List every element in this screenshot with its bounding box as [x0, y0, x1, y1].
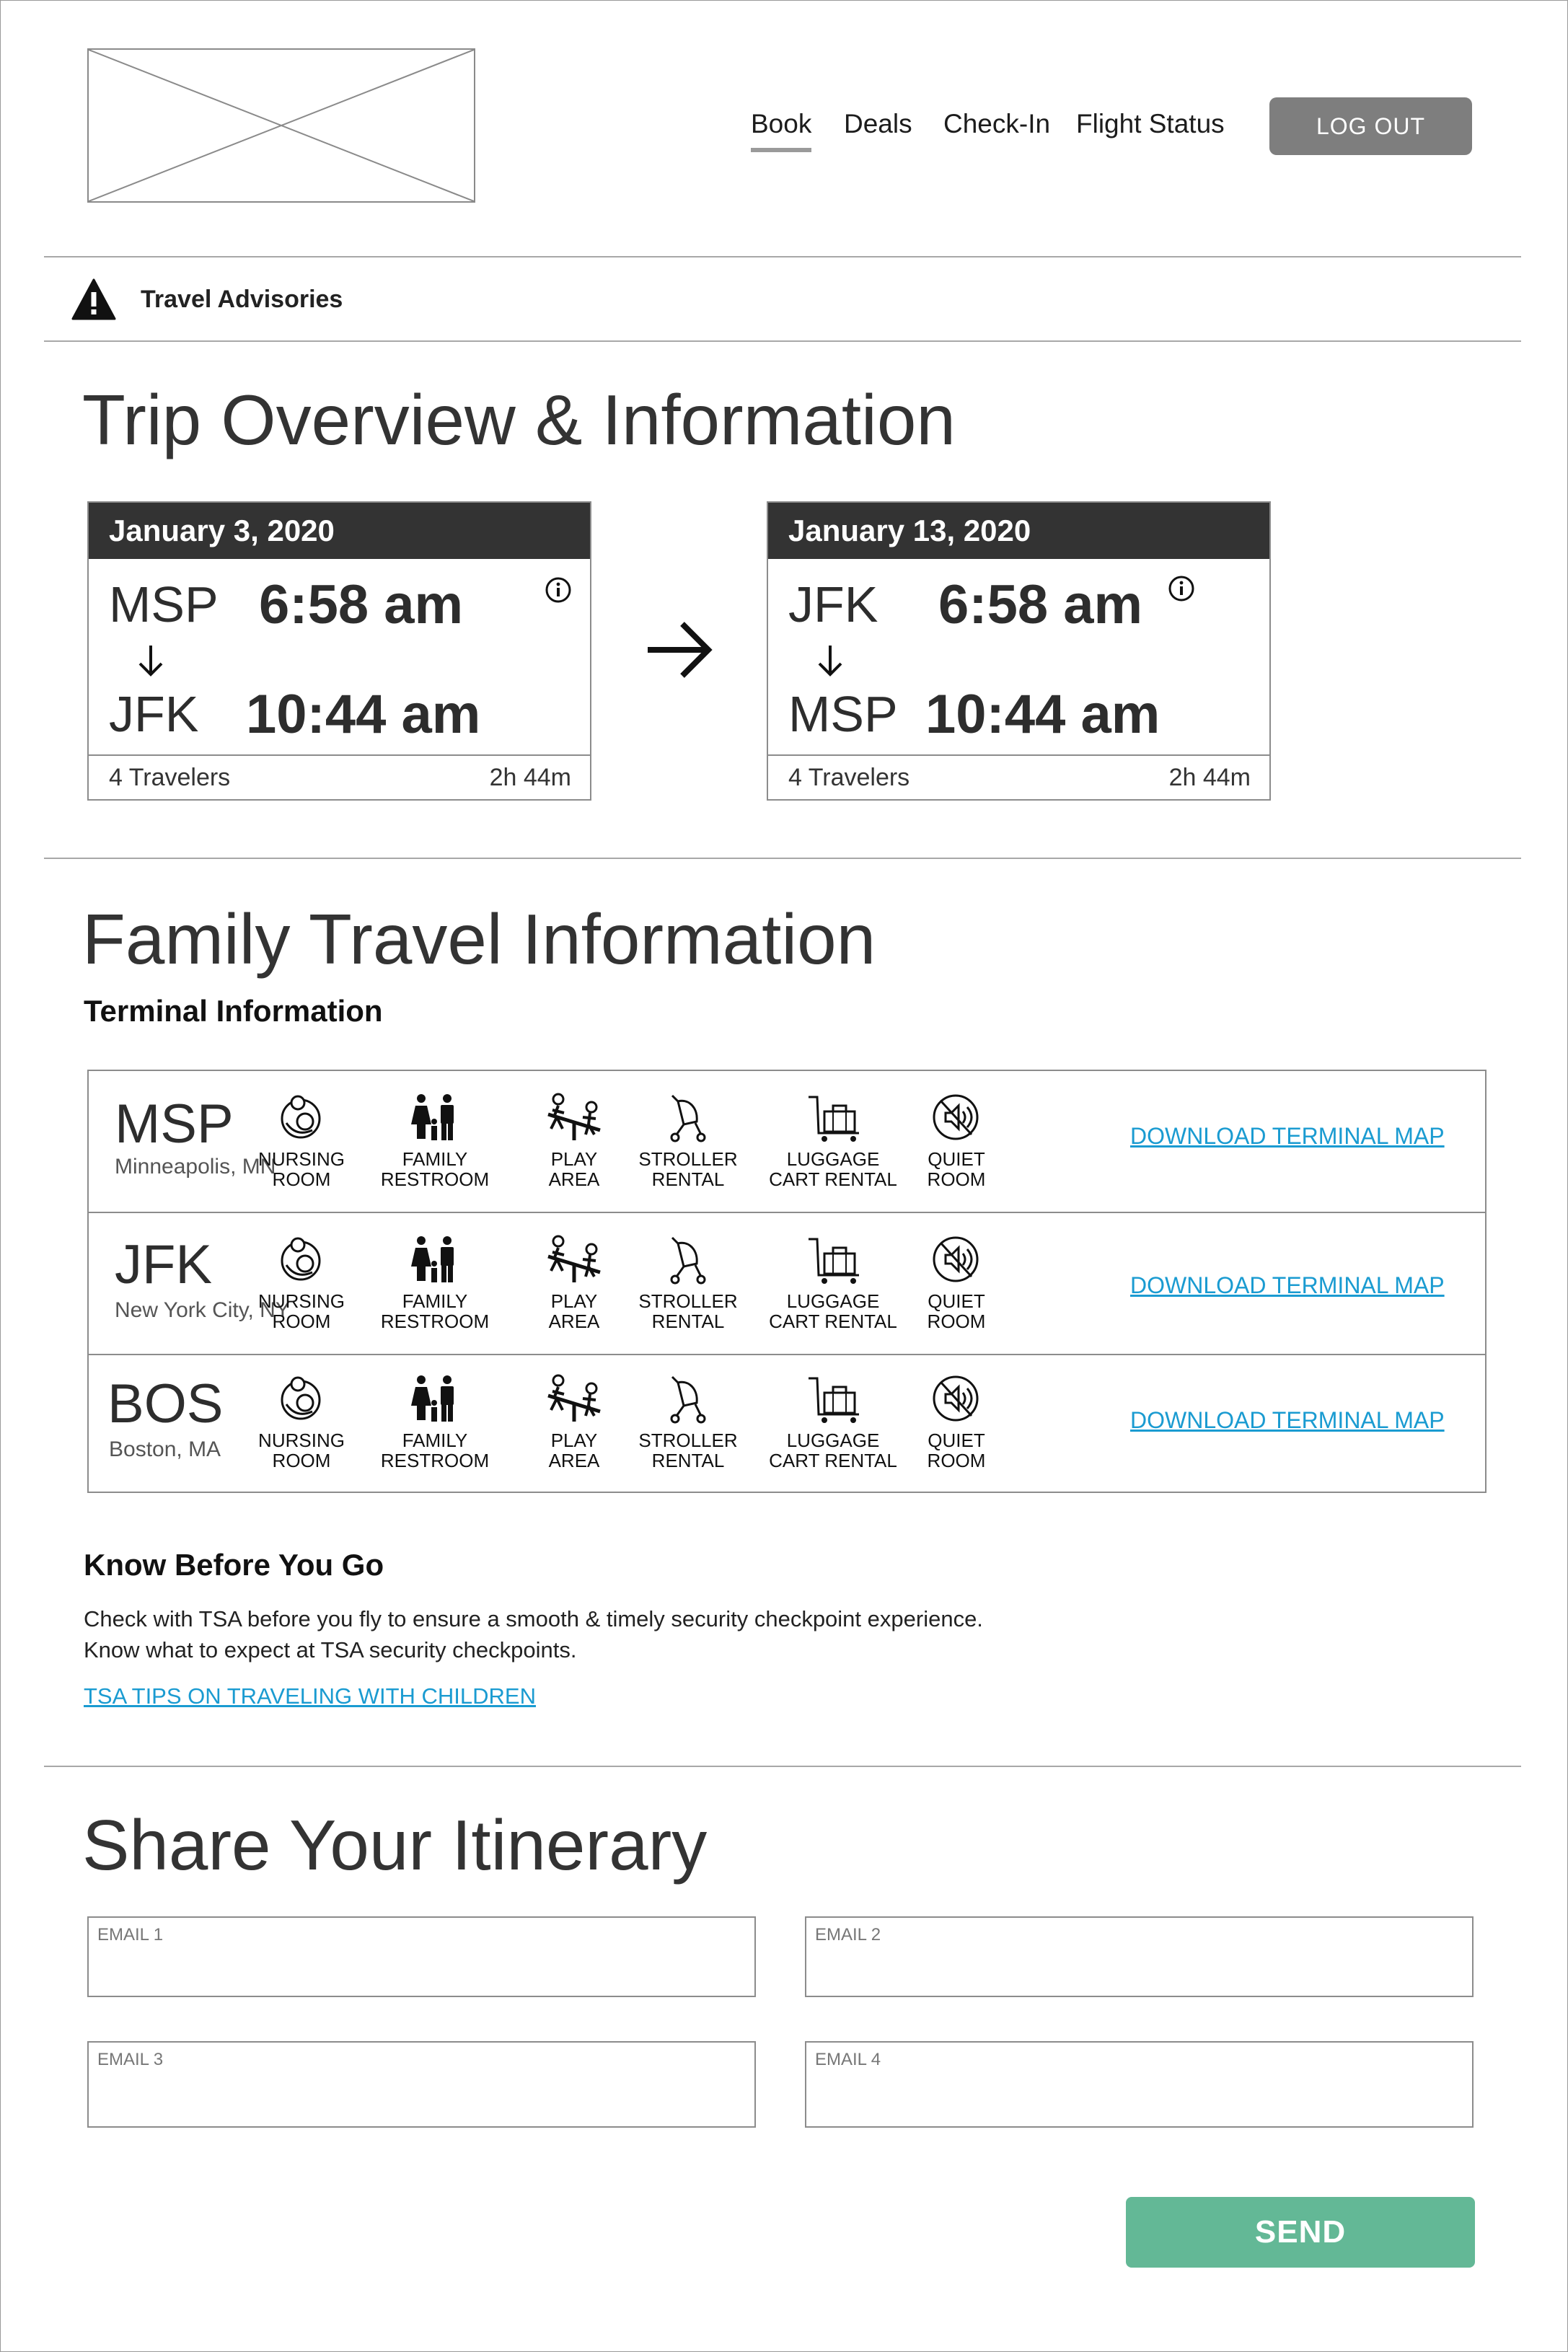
arrow-down-icon	[816, 644, 845, 677]
amenity-label: QUIET ROOM	[927, 1148, 986, 1191]
play-area-icon	[544, 1093, 604, 1145]
airport-city: New York City, NY	[115, 1298, 290, 1322]
amenity-luggage-cart	[768, 1374, 898, 1471]
nav-item-check-in[interactable]	[943, 110, 1050, 137]
nav-item-label: Check-In	[943, 109, 1051, 138]
logout-button[interactable]: LOG OUT	[1269, 97, 1472, 155]
nursing-icon	[276, 1374, 327, 1426]
divider	[44, 340, 1521, 342]
stroller-icon	[662, 1374, 714, 1426]
email-field-label: EMAIL 1	[97, 1925, 164, 1944]
airport-city: Minneapolis, MN	[115, 1155, 276, 1179]
flight-duration: 2h 44m	[1168, 763, 1251, 791]
download-terminal-map-link[interactable]: DOWNLOAD TERMINAL MAP	[1130, 1123, 1445, 1149]
amenity-nursing	[237, 1235, 366, 1331]
email-4-field[interactable]	[805, 2041, 1474, 2128]
amenity-stroller	[623, 1093, 753, 1189]
email-1-field[interactable]	[87, 1916, 756, 1997]
amenity-label: LUGGAGE CART RENTAL	[769, 1148, 897, 1191]
flight-date: January 3, 2020	[89, 503, 590, 559]
download-terminal-map-link[interactable]: DOWNLOAD TERMINAL MAP	[1130, 1407, 1445, 1433]
amenity-quiet-room	[891, 1093, 1021, 1189]
destination-code: MSP	[788, 686, 898, 742]
flight-card-outbound[interactable]	[87, 501, 591, 801]
family-travel-title: Family Travel Information	[82, 899, 876, 979]
amenity-play-area	[509, 1093, 639, 1189]
flight-date: January 13, 2020	[768, 503, 1269, 559]
flight-card-return[interactable]	[767, 501, 1271, 801]
stroller-icon	[662, 1235, 714, 1287]
amenity-label: PLAY AREA	[548, 1430, 600, 1472]
luggage-cart-icon	[804, 1374, 862, 1426]
luggage-cart-icon	[804, 1235, 862, 1287]
origin-code: MSP	[109, 576, 219, 633]
nav-item-deals[interactable]	[844, 110, 912, 137]
airport-code: MSP	[115, 1093, 234, 1155]
email-field-label: EMAIL 3	[97, 2050, 164, 2069]
nursing-icon	[276, 1235, 327, 1287]
amenity-play-area	[509, 1235, 639, 1331]
trip-overview-title: Trip Overview & Information	[82, 380, 956, 459]
nav-item-label: Book	[751, 109, 812, 138]
amenity-label: PLAY AREA	[548, 1148, 600, 1191]
flight-card-footer	[768, 754, 1269, 799]
know-before-text-line: Know what to expect at TSA security checkpoints.	[84, 1637, 577, 1662]
destination-code: JFK	[109, 686, 199, 742]
amenity-label: FAMILY RESTROOM	[380, 1430, 490, 1472]
amenity-label: NURSING ROOM	[258, 1290, 345, 1333]
amenity-luggage-cart	[768, 1093, 898, 1189]
arrive-time: 10:44 am	[925, 684, 1160, 745]
amenity-label: LUGGAGE CART RENTAL	[769, 1290, 897, 1333]
share-itinerary-title: Share Your Itinerary	[82, 1805, 708, 1885]
divider	[44, 256, 1521, 257]
play-area-icon	[544, 1374, 604, 1426]
play-area-icon	[544, 1235, 604, 1287]
origin-code: JFK	[788, 576, 878, 633]
download-terminal-map-link[interactable]: DOWNLOAD TERMINAL MAP	[1130, 1272, 1445, 1298]
arrow-down-icon	[136, 644, 165, 677]
email-1-input[interactable]	[97, 1951, 746, 1988]
amenity-nursing	[237, 1374, 366, 1471]
flight-duration: 2h 44m	[489, 763, 571, 791]
amenity-label: PLAY AREA	[548, 1290, 600, 1333]
amenity-label: NURSING ROOM	[258, 1148, 345, 1191]
terminal-info-heading: Terminal Information	[84, 994, 383, 1028]
divider	[44, 858, 1521, 859]
amenity-label: QUIET ROOM	[927, 1290, 986, 1333]
amenity-nursing	[237, 1093, 366, 1189]
stroller-icon	[662, 1093, 714, 1145]
amenity-label: NURSING ROOM	[258, 1430, 345, 1472]
depart-time: 6:58 am	[259, 574, 464, 635]
depart-time: 6:58 am	[938, 574, 1143, 635]
amenity-label: STROLLER RENTAL	[638, 1430, 738, 1472]
nav-item-label: Flight Status	[1076, 109, 1225, 138]
email-field-label: EMAIL 4	[815, 2050, 881, 2069]
warning-icon	[71, 278, 116, 320]
travel-advisories-link[interactable]	[71, 278, 343, 321]
amenity-label: FAMILY RESTROOM	[380, 1148, 490, 1191]
family-restroom-icon	[410, 1235, 460, 1287]
info-icon[interactable]	[545, 576, 572, 604]
airport-city: Boston, MA	[109, 1437, 221, 1461]
travelers-count: 4 Travelers	[109, 763, 231, 791]
nav-item-flight-status[interactable]	[1076, 110, 1225, 137]
know-before-text-line: Check with TSA before you fly to ensure a smooth & timely security checkpoint experience.	[84, 1606, 983, 1631]
amenity-play-area	[509, 1374, 639, 1471]
amenity-quiet-room	[891, 1235, 1021, 1331]
send-button[interactable]: SEND	[1126, 2197, 1475, 2268]
email-2-input[interactable]	[815, 1951, 1463, 1988]
amenity-stroller	[623, 1374, 753, 1471]
flight-card-footer	[89, 754, 590, 799]
quiet-room-icon	[931, 1374, 982, 1426]
amenity-family-restroom	[370, 1235, 500, 1331]
email-field-label: EMAIL 2	[815, 1925, 881, 1944]
amenity-label: STROLLER RENTAL	[638, 1148, 738, 1191]
email-4-input[interactable]	[815, 2082, 1463, 2119]
arrow-right-icon	[645, 620, 714, 680]
amenity-stroller	[623, 1235, 753, 1331]
know-before-heading: Know Before You Go	[84, 1548, 384, 1582]
email-2-field[interactable]	[805, 1916, 1474, 1997]
active-nav-indicator	[751, 148, 811, 152]
airport-code: BOS	[107, 1373, 224, 1435]
amenity-family-restroom	[370, 1374, 500, 1471]
email-3-field[interactable]	[87, 2041, 756, 2128]
family-restroom-icon	[410, 1374, 460, 1426]
amenity-quiet-room	[891, 1374, 1021, 1471]
amenity-label: FAMILY RESTROOM	[380, 1290, 490, 1333]
nav-item-label: Deals	[844, 109, 912, 138]
family-restroom-icon	[410, 1093, 460, 1145]
divider	[44, 1766, 1521, 1767]
travelers-count: 4 Travelers	[788, 763, 910, 791]
logo-placeholder[interactable]	[87, 48, 475, 203]
quiet-room-icon	[931, 1235, 982, 1287]
luggage-cart-icon	[804, 1093, 862, 1145]
amenity-label: STROLLER RENTAL	[638, 1290, 738, 1333]
nav-item-book[interactable]	[751, 110, 811, 137]
advisory-label: Travel Advisories	[141, 285, 343, 313]
tsa-tips-link[interactable]: TSA TIPS ON TRAVELING WITH CHILDREN	[84, 1683, 536, 1709]
amenity-label: LUGGAGE CART RENTAL	[769, 1430, 897, 1472]
arrive-time: 10:44 am	[246, 684, 481, 745]
amenity-luggage-cart	[768, 1235, 898, 1331]
email-3-input[interactable]	[97, 2082, 746, 2119]
amenity-family-restroom	[370, 1093, 500, 1189]
info-icon[interactable]	[1168, 575, 1195, 602]
quiet-room-icon	[931, 1093, 982, 1145]
airport-code: JFK	[115, 1234, 213, 1295]
amenity-label: QUIET ROOM	[927, 1430, 986, 1472]
nursing-icon	[276, 1093, 327, 1145]
